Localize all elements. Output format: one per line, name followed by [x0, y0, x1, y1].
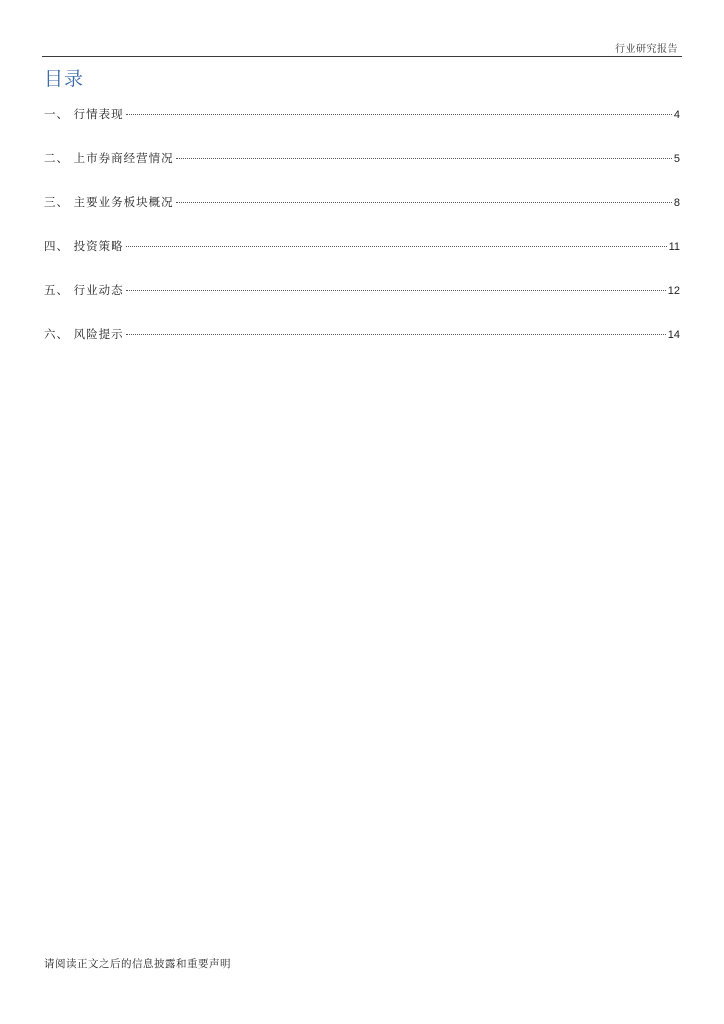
toc-entry-page: 14 — [667, 329, 680, 341]
toc-entry-label: 六、 风险提示 — [44, 327, 124, 341]
report-type-label: 行业研究报告 — [615, 44, 678, 55]
toc-entry-label: 三、 主要业务板块概况 — [44, 195, 174, 209]
toc-entry-label: 一、 行情表现 — [44, 107, 124, 121]
toc-entry-label: 二、 上市券商经营情况 — [44, 151, 174, 165]
toc-entry[interactable] — [44, 326, 680, 370]
toc-entry-page: 5 — [673, 153, 680, 165]
toc-title: 目录 — [44, 68, 85, 90]
toc-leader-dots — [176, 158, 672, 159]
toc-entry-page: 4 — [673, 109, 680, 121]
toc-entry[interactable] — [44, 238, 680, 282]
toc-list — [44, 106, 680, 370]
toc-entry-page: 8 — [673, 197, 680, 209]
toc-entry[interactable] — [44, 150, 680, 194]
toc-entry[interactable] — [44, 106, 680, 150]
toc-entry-label: 五、 行业动态 — [44, 283, 124, 297]
toc-leader-dots — [126, 290, 666, 291]
toc-entry-label: 四、 投资策略 — [44, 239, 124, 253]
toc-entry-page: 11 — [668, 241, 680, 253]
footer-disclaimer: 请阅读正文之后的信息披露和重要声明 — [44, 958, 231, 970]
toc-leader-dots — [176, 202, 672, 203]
header-divider — [42, 56, 682, 57]
toc-entry[interactable] — [44, 282, 680, 326]
toc-entry-page: 12 — [667, 285, 680, 297]
toc-leader-dots — [126, 246, 667, 247]
toc-entry[interactable] — [44, 194, 680, 238]
toc-leader-dots — [126, 334, 666, 335]
toc-leader-dots — [126, 114, 672, 115]
